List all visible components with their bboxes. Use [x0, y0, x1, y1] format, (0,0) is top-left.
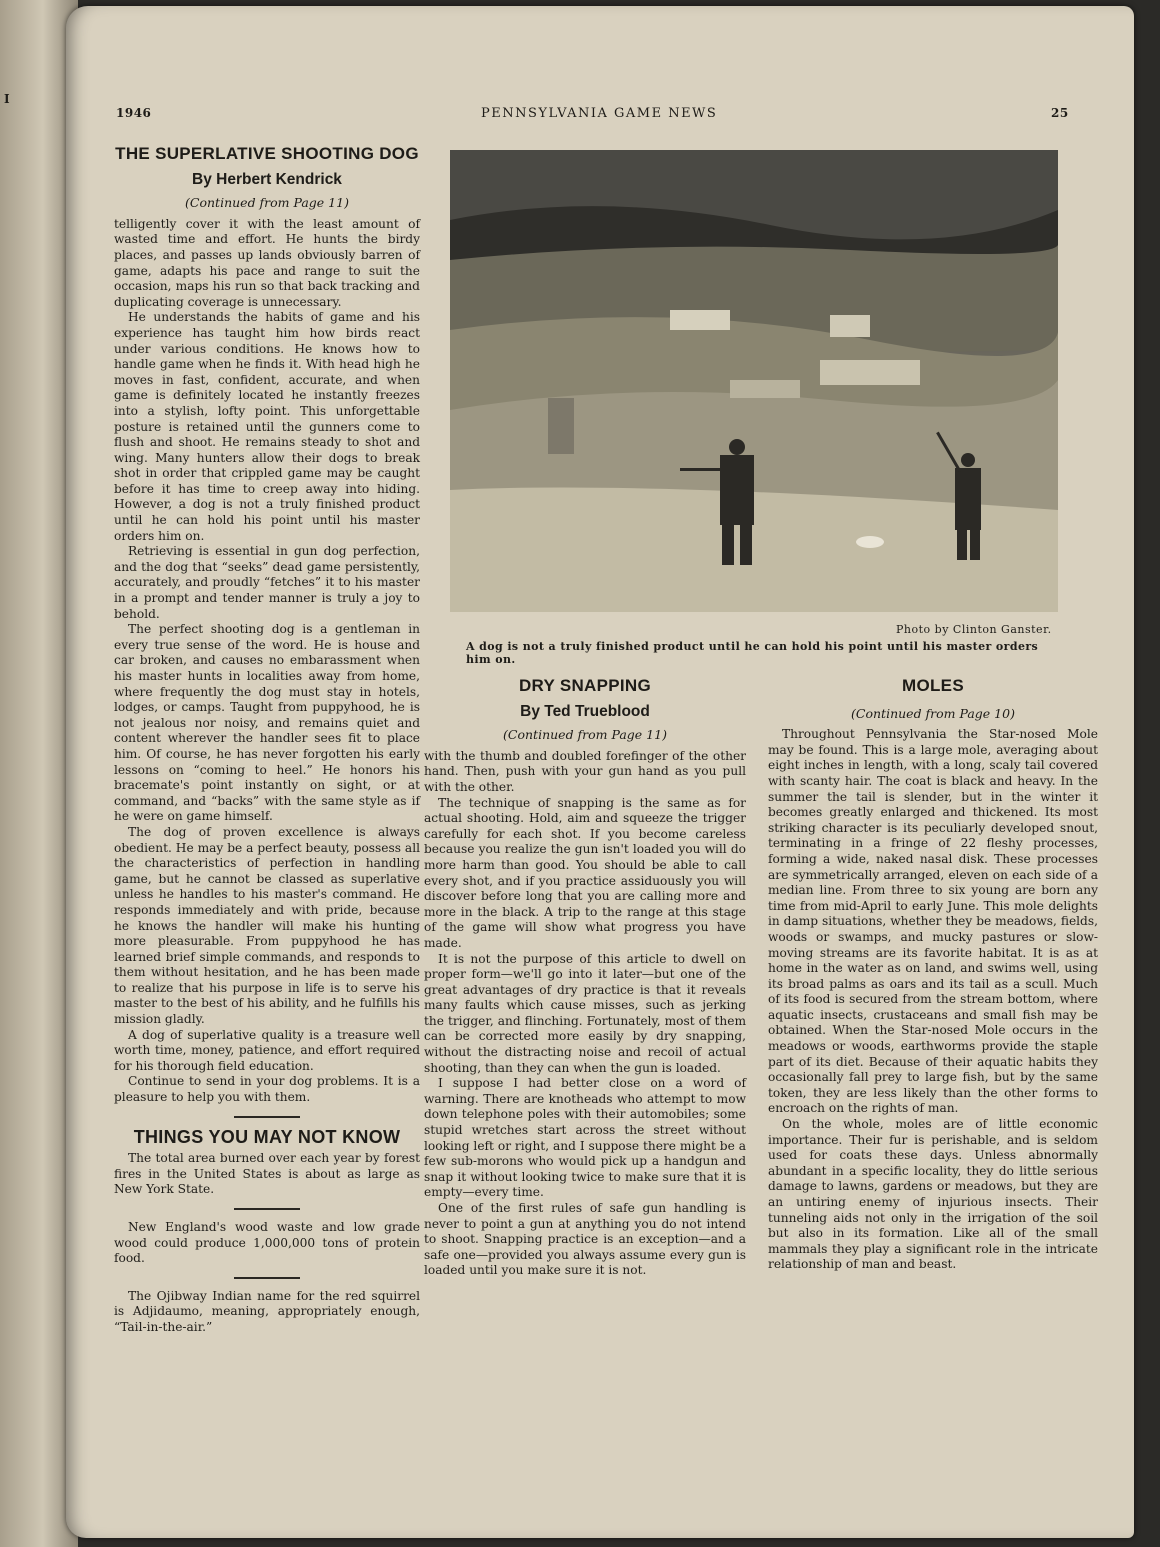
shooting-dog-title: THE SUPERLATIVE SHOOTING DOG — [115, 144, 419, 163]
paragraph: The technique of snapping is the same as for actual shooting. Hold, aim and squeeze the trigger carefully for each shot. If you become careless because you realize the gun isn't loaded you will do more harm than good. You should be able to call every shot, and if you practice assiduously you will discover before long that you are calling more and more in the black. A trip to the range at this stage of the game will show what progress you have made. — [424, 795, 746, 950]
paragraph: One of the first rules of safe gun handling is never to point a gun at anything you do not intend to shoot. Snapping practice is an exception—and a safe one—provided you always assume every gun is loaded until you make sure it is not. — [424, 1201, 746, 1278]
photo-credit: Photo by Clinton Ganster. — [896, 623, 1052, 636]
paragraph: with the thumb and doubled forefinger of the other hand. Then, push with your gun hand as you pull with the other. — [424, 748, 746, 794]
dry-snapping-continued: (Continued from Page 11) — [503, 727, 667, 743]
fact-item: The total area burned over each year by forest fires in the United States is about as large as New York State. — [114, 1151, 420, 1197]
paragraph: The dog of proven excellence is always obedient. He may be a perfect beauty, possess all the characteristics of perfection in handling game, but he cannot be classed as superlative unless he handles to his master's command. He responds immediately and with pride, because he knows the handler will make his hunting more pleasurable. From puppyhood he has learned brief simple commands, and responds to them without hesitation, and he has been made to realize that his purpose in life is to serve his master to the best of his ability, and he fulfills his mission gladly. — [114, 824, 420, 1027]
fact-item: New England's wood waste and low grade wood could produce 1,000,000 tons of protein food. — [114, 1220, 420, 1266]
hunting-photo — [450, 150, 1058, 612]
shooting-dog-continued: (Continued from Page 11) — [185, 195, 349, 211]
fact-divider — [234, 1277, 300, 1279]
fact-item: The Ojibway Indian name for the red squirrel is Adjidaumo, meaning, appropriately enough, “Tail-in-the-air.” — [114, 1288, 420, 1334]
dry-snapping-article — [424, 678, 746, 1279]
moles-title: MOLES — [902, 676, 964, 695]
fact-divider — [234, 1208, 300, 1210]
moles-article — [768, 678, 1098, 1273]
things-title: THINGS YOU MAY NOT KNOW — [133, 1126, 401, 1147]
facing-page-mark: I — [4, 92, 10, 106]
paragraph: It is not the purpose of this article to dwell on proper form—we'll go into it later—but one of the great advantages of dry practice is that it reveals many faults which cause misses, such as jerking the trigger, and flinching. Fortunately, most of them can be corrected more easily by dry snapping, without the distracting noise and recoil of actual shooting, than they can when the gun is loaded. — [424, 951, 746, 1075]
header-page-number: 25 — [1051, 106, 1069, 120]
dry-snapping-title: DRY SNAPPING — [518, 676, 652, 695]
paragraph: The perfect shooting dog is a gentleman in every true sense of the word. He is house and car broken, and causes no embarassment when his master hunts in localities away from home, where frequently the dog must stay in hotels, lodges, or camps. Taught from puppyhood, he is not jealous nor noisy, and remains quiet and content wherever the handler sees fit to place him. Of course, he has never forgotten his early lessons on “coming to heel.” He honors his bracemate's point instantly on sight, or at command, and “backs” with the same style as if he were on game himself. — [114, 622, 420, 824]
header-year: 1946 — [116, 106, 152, 120]
paragraph: A dog of superlative quality is a treasure well worth time, money, patience, and effort required for his thorough field education. — [114, 1027, 420, 1073]
magazine-page — [66, 6, 1134, 1538]
paragraph: Throughout Pennsylvania the Star-nosed Mole may be found. This is a large mole, averaging about eight inches in length, with a long, scaly tail covered with scanty hair. The coat is black and heavy. In the summer the tail is slender, but in the winter it becomes greatly enlarged and thickened. Its most striking character is its peculiarly developed snout, terminating in a fringe of 22 fleshy processes, forming a wide, naked nasal disk. These processes are symmetrically arranged, eleven on each side of a median line. From three to six young are born any time from mid-April to early June. This mole delights in damp situations, whether they be meadows, fields, woods or swamps, and mucky pastures or slow-moving streams are its favorite habitat. It is as at home in the water as on land, and swims well, using its broad palms as oars and its tail as a scull. Much of its food is secured from the stream bottom, where aquatic insects, crustaceans and small fish may be obtained. When the Star-nosed Mole occurs in the meadows or woods, earthworms provide the staple part of its diet. Because of their aquatic habits they occasionally fall prey to large fish, but by the same token, they are less likely than the other forms to encroach on the rights of man. — [768, 727, 1098, 1116]
shooting-dog-article — [114, 146, 420, 1336]
paragraph: Retrieving is essential in gun dog perfection, and the dog that “seeks” dead game persistently, accurately, and proudly “fetches” it to his master in a prompt and tender manner is truly a joy to behold. — [114, 544, 420, 621]
section-divider — [234, 1116, 300, 1118]
paragraph: I suppose I had better close on a word of warning. There are knotheads who attempt to mow down telephone poles with their automobiles; some stupid wretches start across the street without looking left or right, and I suppose there might be a few sub-morons who would pick up a handgun and snap it without looking twice to make sure that it is empty—every time. — [424, 1076, 746, 1200]
dry-snapping-byline: By Ted Trueblood — [520, 702, 650, 720]
paragraph: He understands the habits of game and his experience has taught him how birds react under various conditions. He knows how to handle game when he finds it. With head high he moves in fast, confident, accurate, and when game is definitely located he instantly freezes into a stylish, lofty point. This unforgettable posture is retained until the gunners come to flush and shoot. He remains steady to shot and wing. Many hunters allow their dogs to break shot in order that crippled game may be caught before it has time to creep away into hiding. However, a dog is not a truly finished product until he can hold his point until his master orders him on. — [114, 310, 420, 543]
paragraph: telligently cover it with the least amount of wasted time and effort. He hunts the birdy places, and passes up lands obviously barren of game, adapts his pace and range to suit the occasion, maps his run so that back tracking and duplicating coverage is unnecessary. — [114, 216, 420, 309]
paragraph: Continue to send in your dog problems. It is a pleasure to help you with them. — [114, 1074, 420, 1105]
photo-caption: A dog is not a truly finished product until he can hold his point until his master orders him on. — [466, 640, 1039, 666]
header-title: PENNSYLVANIA GAME NEWS — [481, 106, 718, 121]
moles-continued: (Continued from Page 10) — [851, 705, 1015, 721]
shooting-dog-byline: By Herbert Kendrick — [192, 170, 342, 188]
hunting-scene-illustration — [450, 150, 1058, 612]
paragraph: On the whole, moles are of little economic importance. Their fur is perishable, and is seldom used for coats these days. Unless abnormally abundant in a specific locality, they do little serious damage to lawns, gardens or meadows, but they are an untiring enemy of injurious insects. Their tunneling aids not only in the irrigation of the soil but also in its formation. Like all of the small mammals they play a significant role in the intricate relationship of man and beast. — [768, 1117, 1098, 1272]
